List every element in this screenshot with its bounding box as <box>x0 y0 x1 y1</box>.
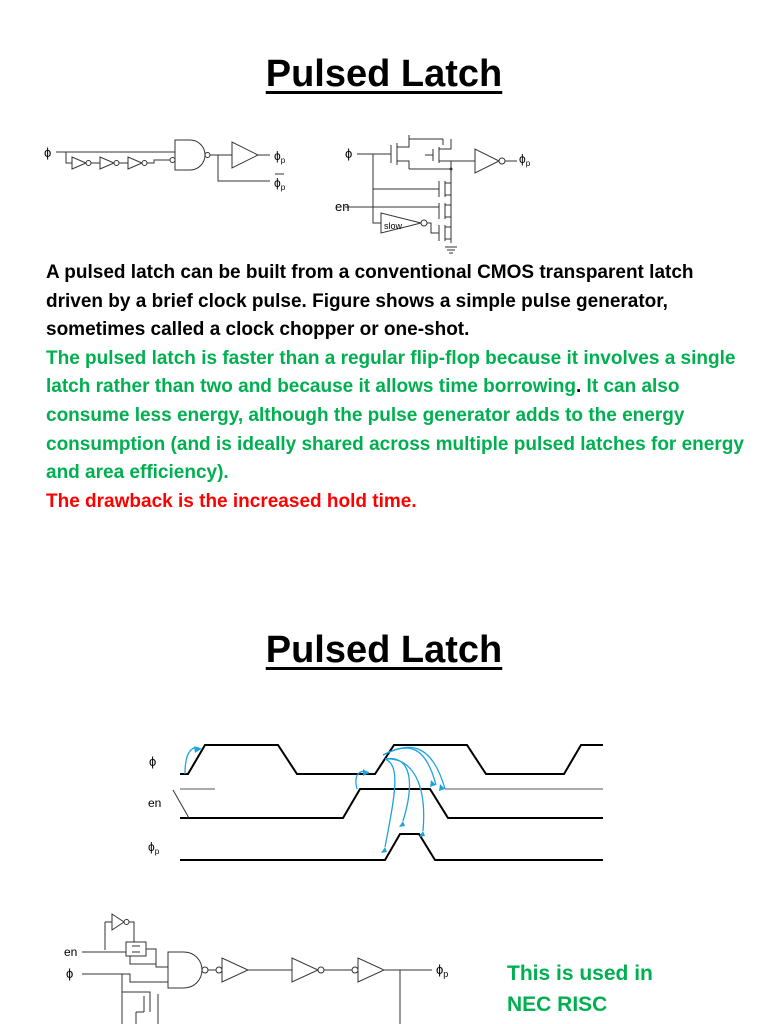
phi-p-label: $\phi_p$ <box>274 149 286 165</box>
paragraph-drawback: The drawback is the increased hold time. <box>46 490 417 512</box>
pulse-generator-diagram <box>40 130 300 200</box>
transistor-pulse-generator-diagram <box>335 125 555 255</box>
phi-label: ϕ <box>44 145 52 160</box>
usage-note <box>507 958 707 1020</box>
usage-note-line1: This is used in <box>507 962 653 985</box>
en-label: en <box>335 199 350 214</box>
timing-phi-p-label: $\phi_p$ <box>148 840 160 856</box>
timing-phi-label: ϕ <box>149 754 157 769</box>
slide1-title: Pulsed Latch <box>265 53 503 95</box>
slide1-body <box>46 259 746 516</box>
paragraph-intro: A pulsed latch can be built from a conventional CMOS transparent latch driven by a brief clock pulse. Figure shows a simple pulse generator, sometimes called a clock chopper or one-shot. <box>46 262 694 341</box>
timing-diagram <box>145 735 615 870</box>
circuit-phi-p-label: $\phi_p$ <box>436 962 449 979</box>
timing-en-label: en <box>148 796 162 810</box>
pulsed-latch-circuit-diagram <box>60 912 480 1024</box>
circuit-en-label: en <box>64 945 78 959</box>
paragraph-advantages: The pulsed latch is faster than a regular flip-flop because it involves a single latch rather than two and because it allows time borrowing. It can also consume less energy, although the pulse generator adds to the energy consumption (and is ideally shared across multiple pulsed latches for energy and area efficiency). <box>46 347 744 484</box>
slow-label: slow <box>384 221 403 231</box>
phi-p-bar-label: $\phi_p$ <box>274 176 286 192</box>
circuit-phi-label: ϕ <box>66 966 74 981</box>
slide2-title: Pulsed Latch <box>265 629 503 671</box>
phi-p-label-2: $\phi_p$ <box>519 152 531 168</box>
usage-note-line2: NEC RISC <box>507 993 608 1016</box>
phi-label-2: ϕ <box>345 146 353 161</box>
